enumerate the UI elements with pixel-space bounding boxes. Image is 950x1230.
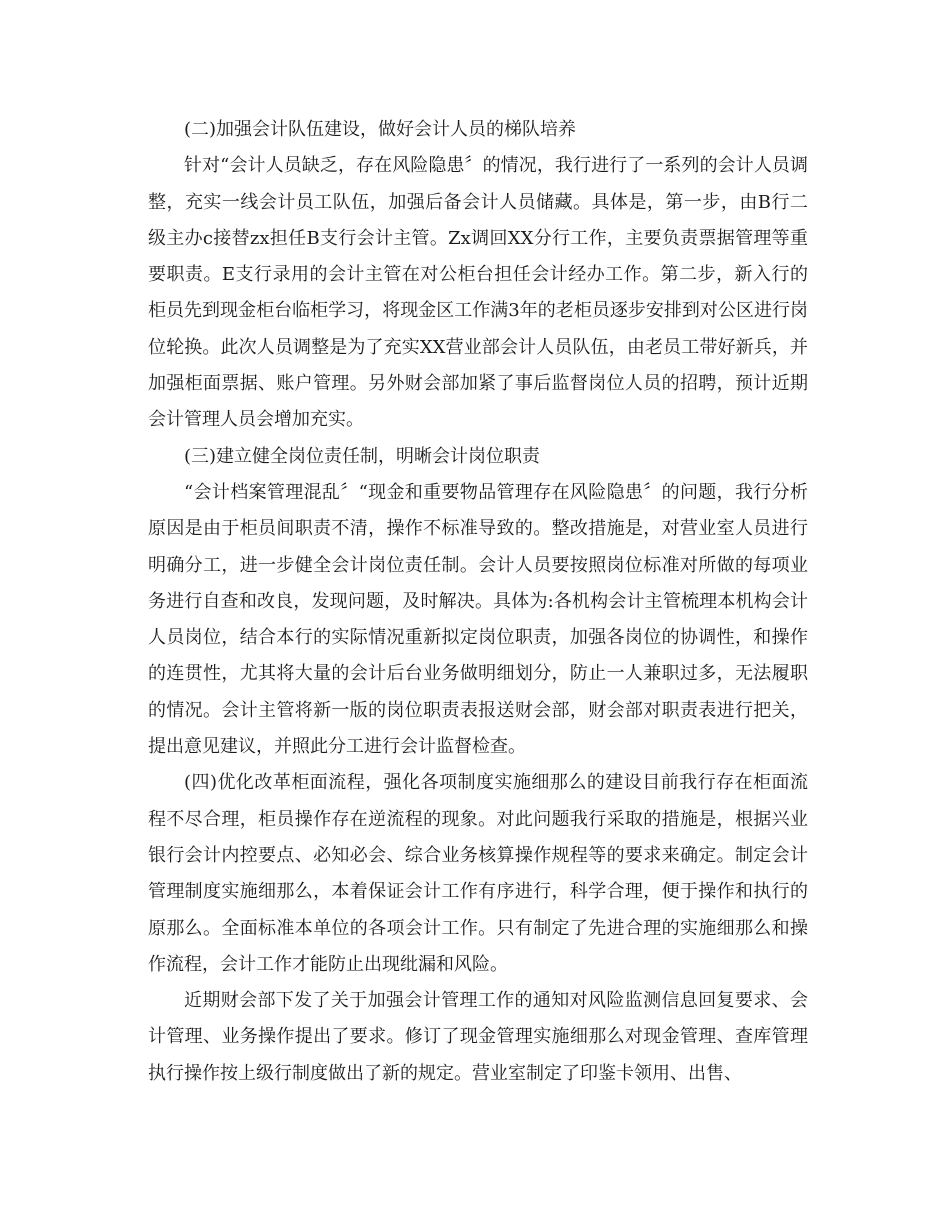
section-heading-2: (二)加强会计队伍建设，做好会计人员的梯队培养: [184, 119, 577, 140]
body-paragraph: 针对“会计人员缺乏，存在风险隐患〞的情况，我行进行了一系列的会计人员调整，充实一线会计员工队伍，加强后备会计人员储藏。具体是，第一步，由B行二级主办c接替zx担任B支行会计主管。Zx调回XX分行工作，主要负责票据管理等重要职责。E支行录用的会计主管在对公柜台担任会计经办工作。第二步，新入行的柜员先到现金柜台临柜学习，将现金区工作满3年的老柜员逐步安排到对公区进行岗位轮换。此次人员调整是为了充实XX营业部会计人员队伍，由老员工带好新兵，并加强柜面票据、账户管理。另外财会部加紧了事后监督岗位人员的招聘，预计近期会计管理人员会增加充实。: [148, 155, 808, 431]
body-paragraph: (四)优化改革柜面流程，强化各项制度实施细那么的建设目前我行存在柜面流程不尽合理，柜员操作存在逆流程的现象。对此问题我行采取的措施是，根据兴业银行会计内控要点、必知必会、综合业务核算操作规程等的要求来确定。制定会计管理制度实施细那么，本着保证会计工作有序进行，科学合理，便于操作和执行的原那么。全面标准本单位的各项会计工作。只有制定了先进合理的实施细那么和操作流程，会计工作才能防止出现纰漏和风险。: [148, 772, 808, 975]
section-heading-3: (三)建立健全岗位责任制，明晰会计岗位职责: [184, 445, 541, 467]
body-paragraph: “会计档案管理混乱〞“现金和重要物品管理存在风险隐患〞的问题，我行分析原因是由于柜员间职责不清，操作不标准导致的。整改措施是，对营业室人员进行明确分工，进一步健全会计岗位责任制。会计人员要按照岗位标准对所做的每项业务进行自查和改良，发现问题，及时解决。具体为:各机构会计主管梳理本机构会计人员岗位，结合本行的实际情况重新拟定岗位职责，加强各岗位的协调性，和操作的连贯性，尤其将大量的会计后台业务做明细划分，防止一人兼职过多，无法履职的情况。会计主管将新一版的岗位职责表报送财会部，财会部对职责表进行把关，提出意见建议，并照此分工进行会计监督检查。: [148, 481, 808, 758]
body-paragraph: 近期财会部下发了关于加强会计管理工作的通知对风险监测信息回复要求、会计管理、业务操作提出了要求。修订了现金管理实施细那么对现金管理、查库管理执行操作按上级行制度做出了新的规定。营业室制定了印鉴卡领用、出售、: [148, 990, 808, 1084]
document-body: [148, 112, 808, 1092]
